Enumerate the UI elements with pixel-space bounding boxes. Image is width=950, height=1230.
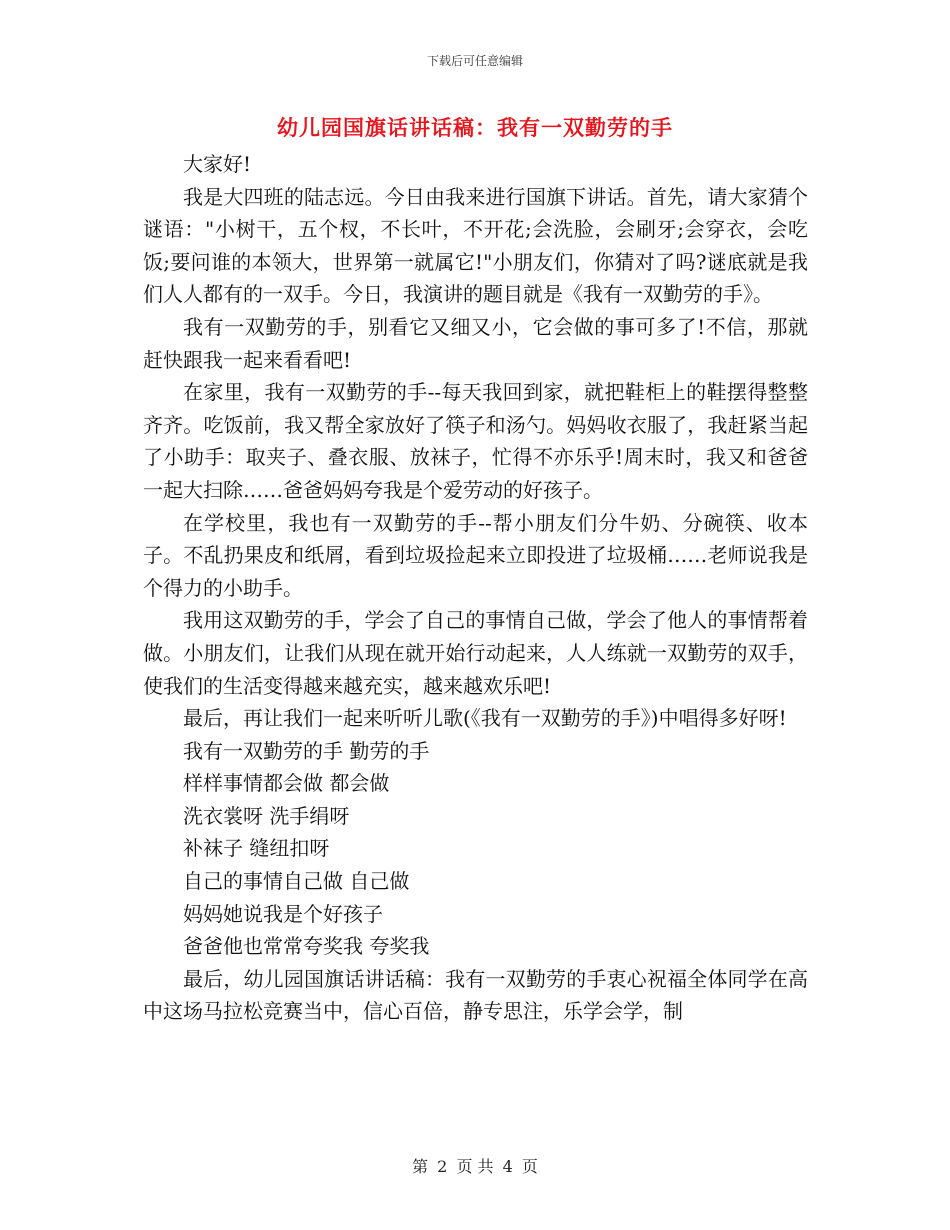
page-footer	[0, 1154, 950, 1177]
paragraph-intro: 我是大四班的陆志远。今日由我来进行国旗下讲话。首先，请大家猜个谜语："小树干，五个杈，不长叶，不开花;会洗脸，会刷牙;会穿衣，会吃饭;要问谁的本领大，世界第一就属它!"小朋友们，你猜对了吗?谜底就是我们人人都有的一双手。今日，我演讲的题目就是《我有一双勤劳的手》。	[143, 184, 808, 307]
song-line: 自己的事情自己做 自己做	[183, 869, 410, 894]
footer-suffix: 页	[521, 1157, 538, 1176]
footer-total-pages: 4	[502, 1157, 513, 1176]
footer-prefix: 第	[412, 1157, 429, 1176]
paragraph: 我用这双勤劳的手，学会了自己的事情自己做，学会了他人的事情帮着做。小朋友们，让我们从现在就开始行动起来，人人练就一双勤劳的双手，使我们的生活变得越来越充实，越来越欢乐吧!	[143, 608, 808, 698]
paragraph-closing: 最后，幼儿园国旗话讲话稿：我有一双勤劳的手衷心祝福全体同学在高中这场马拉松竞赛当中，信心百倍，静专思注，乐学会学，制	[143, 966, 808, 1024]
song-line: 妈妈她说我是个好孩子	[183, 901, 383, 926]
document-title: 幼儿园国旗话讲话稿：我有一双勤劳的手	[277, 116, 673, 140]
song-line: 样样事情都会做 都会做	[183, 771, 390, 796]
paragraph: 最后，再让我们一起来听听儿歌(《我有一双勤劳的手》)中唱得多好呀!	[183, 706, 787, 731]
header-note: 下载后可任意编辑	[426, 54, 523, 68]
document-body	[143, 148, 808, 1028]
song-line: 洗衣裳呀 洗手绢呀	[183, 803, 350, 828]
song-line: 我有一双勤劳的手 勤劳的手	[183, 738, 430, 763]
paragraph-school: 在学校里，我也有一双勤劳的手--帮小朋友们分牛奶、分碗筷、收本子。不乱扔果皮和纸屑，看到垃圾捡起来立即投进了垃圾桶……老师说我是个得力的小助手。	[143, 510, 808, 600]
paragraph-home: 在家里，我有一双勤劳的手--每天我回到家，就把鞋柜上的鞋摆得整整齐齐。吃饭前，我又帮全家放好了筷子和汤勺。妈妈收衣服了，我赶紧当起了小助手：取夹子、叠衣服、放袜子，忙得不亦乐乎!周末时，我又和爸爸一起大扫除……爸爸妈妈夸我是个爱劳动的好孩子。	[143, 380, 808, 502]
paragraph: 我有一双勤劳的手，别看它又细又小，它会做的事可多了!不信，那就赶快跟我一起来看看吧!	[143, 314, 808, 372]
footer-page-number: 2	[437, 1157, 448, 1176]
song-line: 补袜子 缝纽扣呀	[183, 836, 330, 861]
footer-middle: 页 共	[456, 1157, 494, 1176]
song-line: 爸爸他也常常夸奖我 夸奖我	[183, 934, 430, 959]
paragraph-greeting: 大家好!	[183, 152, 252, 176]
